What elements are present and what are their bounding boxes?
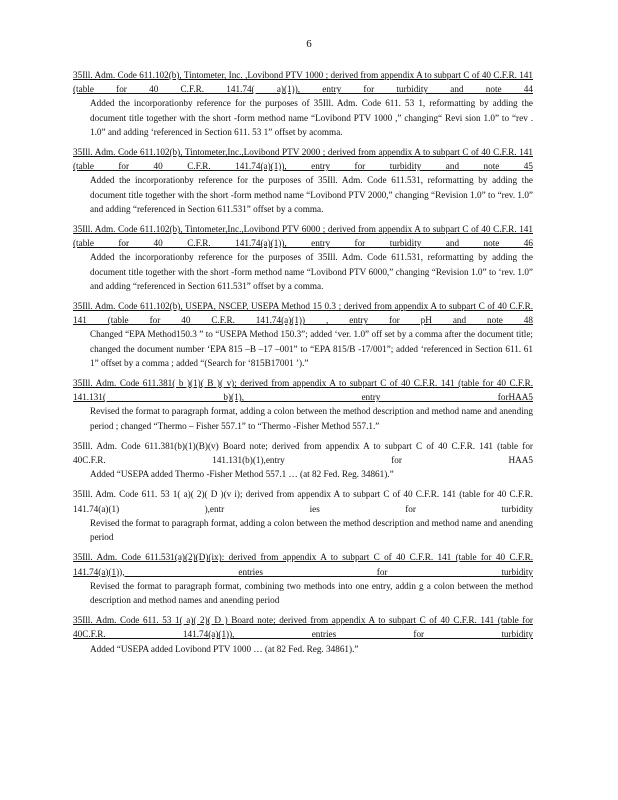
entry-description: Revised the format to paragraph format, adding a colon between the method description and method name and anending period — [90, 517, 533, 543]
entry-description: Changed “EPA Method150.3 ” to “USEPA Method 150.3”; added ‘ver. 1.0” off set by a comma after the document title; changed the document number ‘EPA 815 –B –17 –001” to “EPA 815/B -17/001”; added ‘referenced in Section 611. 61 1” offset by a comma ; added “(Search for ‘815B17001 ’).” — [90, 329, 533, 368]
entry-heading: 35Ill. Adm. Code 611.102(b), Tintometer, Inc. ,Lovibond PTV 1000 ; derived from appendix A to subpart C of 40 C.F.R. 141 (table for 40 C.F.R. 141.74( a)(1)), entry for turbidity and note 44 — [73, 70, 533, 95]
entry-heading: 35Ill. Adm. Code 611. 53 1( a)( 2)( D )(v i); derived from appendix A to subpart C of 40 C.F.R. 141 (table for 40 C.F.R. 141.74(a)(1) ),entr ies for turbidity — [73, 489, 533, 514]
page-number: 6 — [306, 38, 312, 50]
entry-heading: 35Ill. Adm. Code 611.381( b )(1)( B )( v); derived from appendix A to subpart C of 40 C.F.R. 141 (table for 40 C.F.R. 141.131( b)(1), entry forHAA5 — [73, 378, 533, 403]
entry-7 — [73, 550, 533, 607]
entry-description: Added the incorporationby reference for the purposes of 35Ill. Adm. Code 611.531, reformatting by adding the document title together with the short -form method name “Lovibond PTV 6000,” changing “Revision 1.0” to ‘rev. 1.0” and adding “referenced in Section 611.531” offset by a comma. — [90, 252, 533, 291]
entry-heading: 35Ill. Adm. Code 611.531(a)(2)(D)(ix): derived from appendix A to subpart C of 40 C.F.R. 141 (table for 40 C.F.R. 141.74(a)(1)), entries for turbidity — [73, 552, 533, 577]
entry-4 — [73, 376, 533, 433]
entry-heading: 35Ill. Adm. Code 611.381(b)(1)(B)(v) Board note; derived from appendix A to subpart C of 40 C.F.R. 141 (table for 40C.F.R. 141.131(b)(1),entry for HAA5 — [73, 440, 533, 466]
entry-1 — [73, 145, 533, 216]
entry-8 — [73, 613, 533, 656]
entry-heading: 35Ill. Adm. Code 611.102(b), Tintometer,Inc.,Lovibond PTV 2000 ; derived from appendix A to subpart C of 40 C.F.R. 141 (table for 40 C.F.R. 141.74(a)(1)), entry for turbidity and note 45 — [73, 147, 533, 172]
entry-2 — [73, 222, 533, 293]
entry-list — [73, 68, 533, 662]
entry-description: Added “USEPA added Lovibond PTV 1000 … (at 82 Fed. Reg. 34861).” — [90, 643, 359, 654]
entry-description: Added “USEPA added Thermo -Fisher Method 557.1 … (at 82 Fed. Reg. 34861).” — [90, 469, 394, 480]
entry-heading: 35Ill. Adm. Code 611.102(b), USEPA, NSCEP, USEPA Method 15 0.3 ; derived from appendix A to subpart C of 40 C.F.R. 141 (table for 40 C.F.R. 141.74(a)(1)) , entry for pH and note 48 — [73, 301, 533, 326]
entry-5 — [73, 439, 533, 482]
entry-description: Revised the format to paragraph format, combining two methods into one entry, addin g a colon between the method description and method names and anending period — [90, 580, 533, 605]
entry-0 — [73, 68, 533, 139]
entry-description: Revised the format to paragraph format, adding a colon between the method description and method name and anending period ; changed “Thermo – Fisher 557.1” to “Thermo -Fisher Method 557.1.” — [90, 406, 533, 431]
entry-description: Added the incorporationby reference for the purposes of 35Ill. Adm. Code 611.531, reformatting by adding the document title together with the short -form method name “Lovibond PTV 2000,” changing “Revision 1.0” to “rev. 1.0” and adding “referenced in Section 611.531” offset by a comma. — [90, 175, 533, 214]
entry-3 — [73, 299, 533, 370]
entry-6 — [73, 487, 533, 544]
entry-heading: 35Ill. Adm. Code 611.102(b), Tintometer,Inc.,Lovibond PTV 6000 ; derived from appendix A to subpart C of 40 C.F.R. 141 (table for 40 C.F.R. 141.74(a)(1)), entry for turbidity and note 46 — [73, 224, 533, 249]
entry-heading: 35Ill. Adm. Code 611. 53 1( a)( 2)( D ) Board note; derived from appendix A to subpart C of 40 C.F.R. 141 (table for 40C.F.R. 141.74(a)(1)), entries for turbidity — [73, 615, 533, 640]
entry-description: Added the incorporationby reference for the purposes of 35Ill. Adm. Code 611. 53 1, reformatting by adding the document title together with the short -form method name “Lovibond PTV 1000 ,” changing“ Revi sion 1.0” to “rev . 1.0” and adding ‘referenced in Section 611. 53 1” offset by acomma. — [90, 98, 533, 137]
